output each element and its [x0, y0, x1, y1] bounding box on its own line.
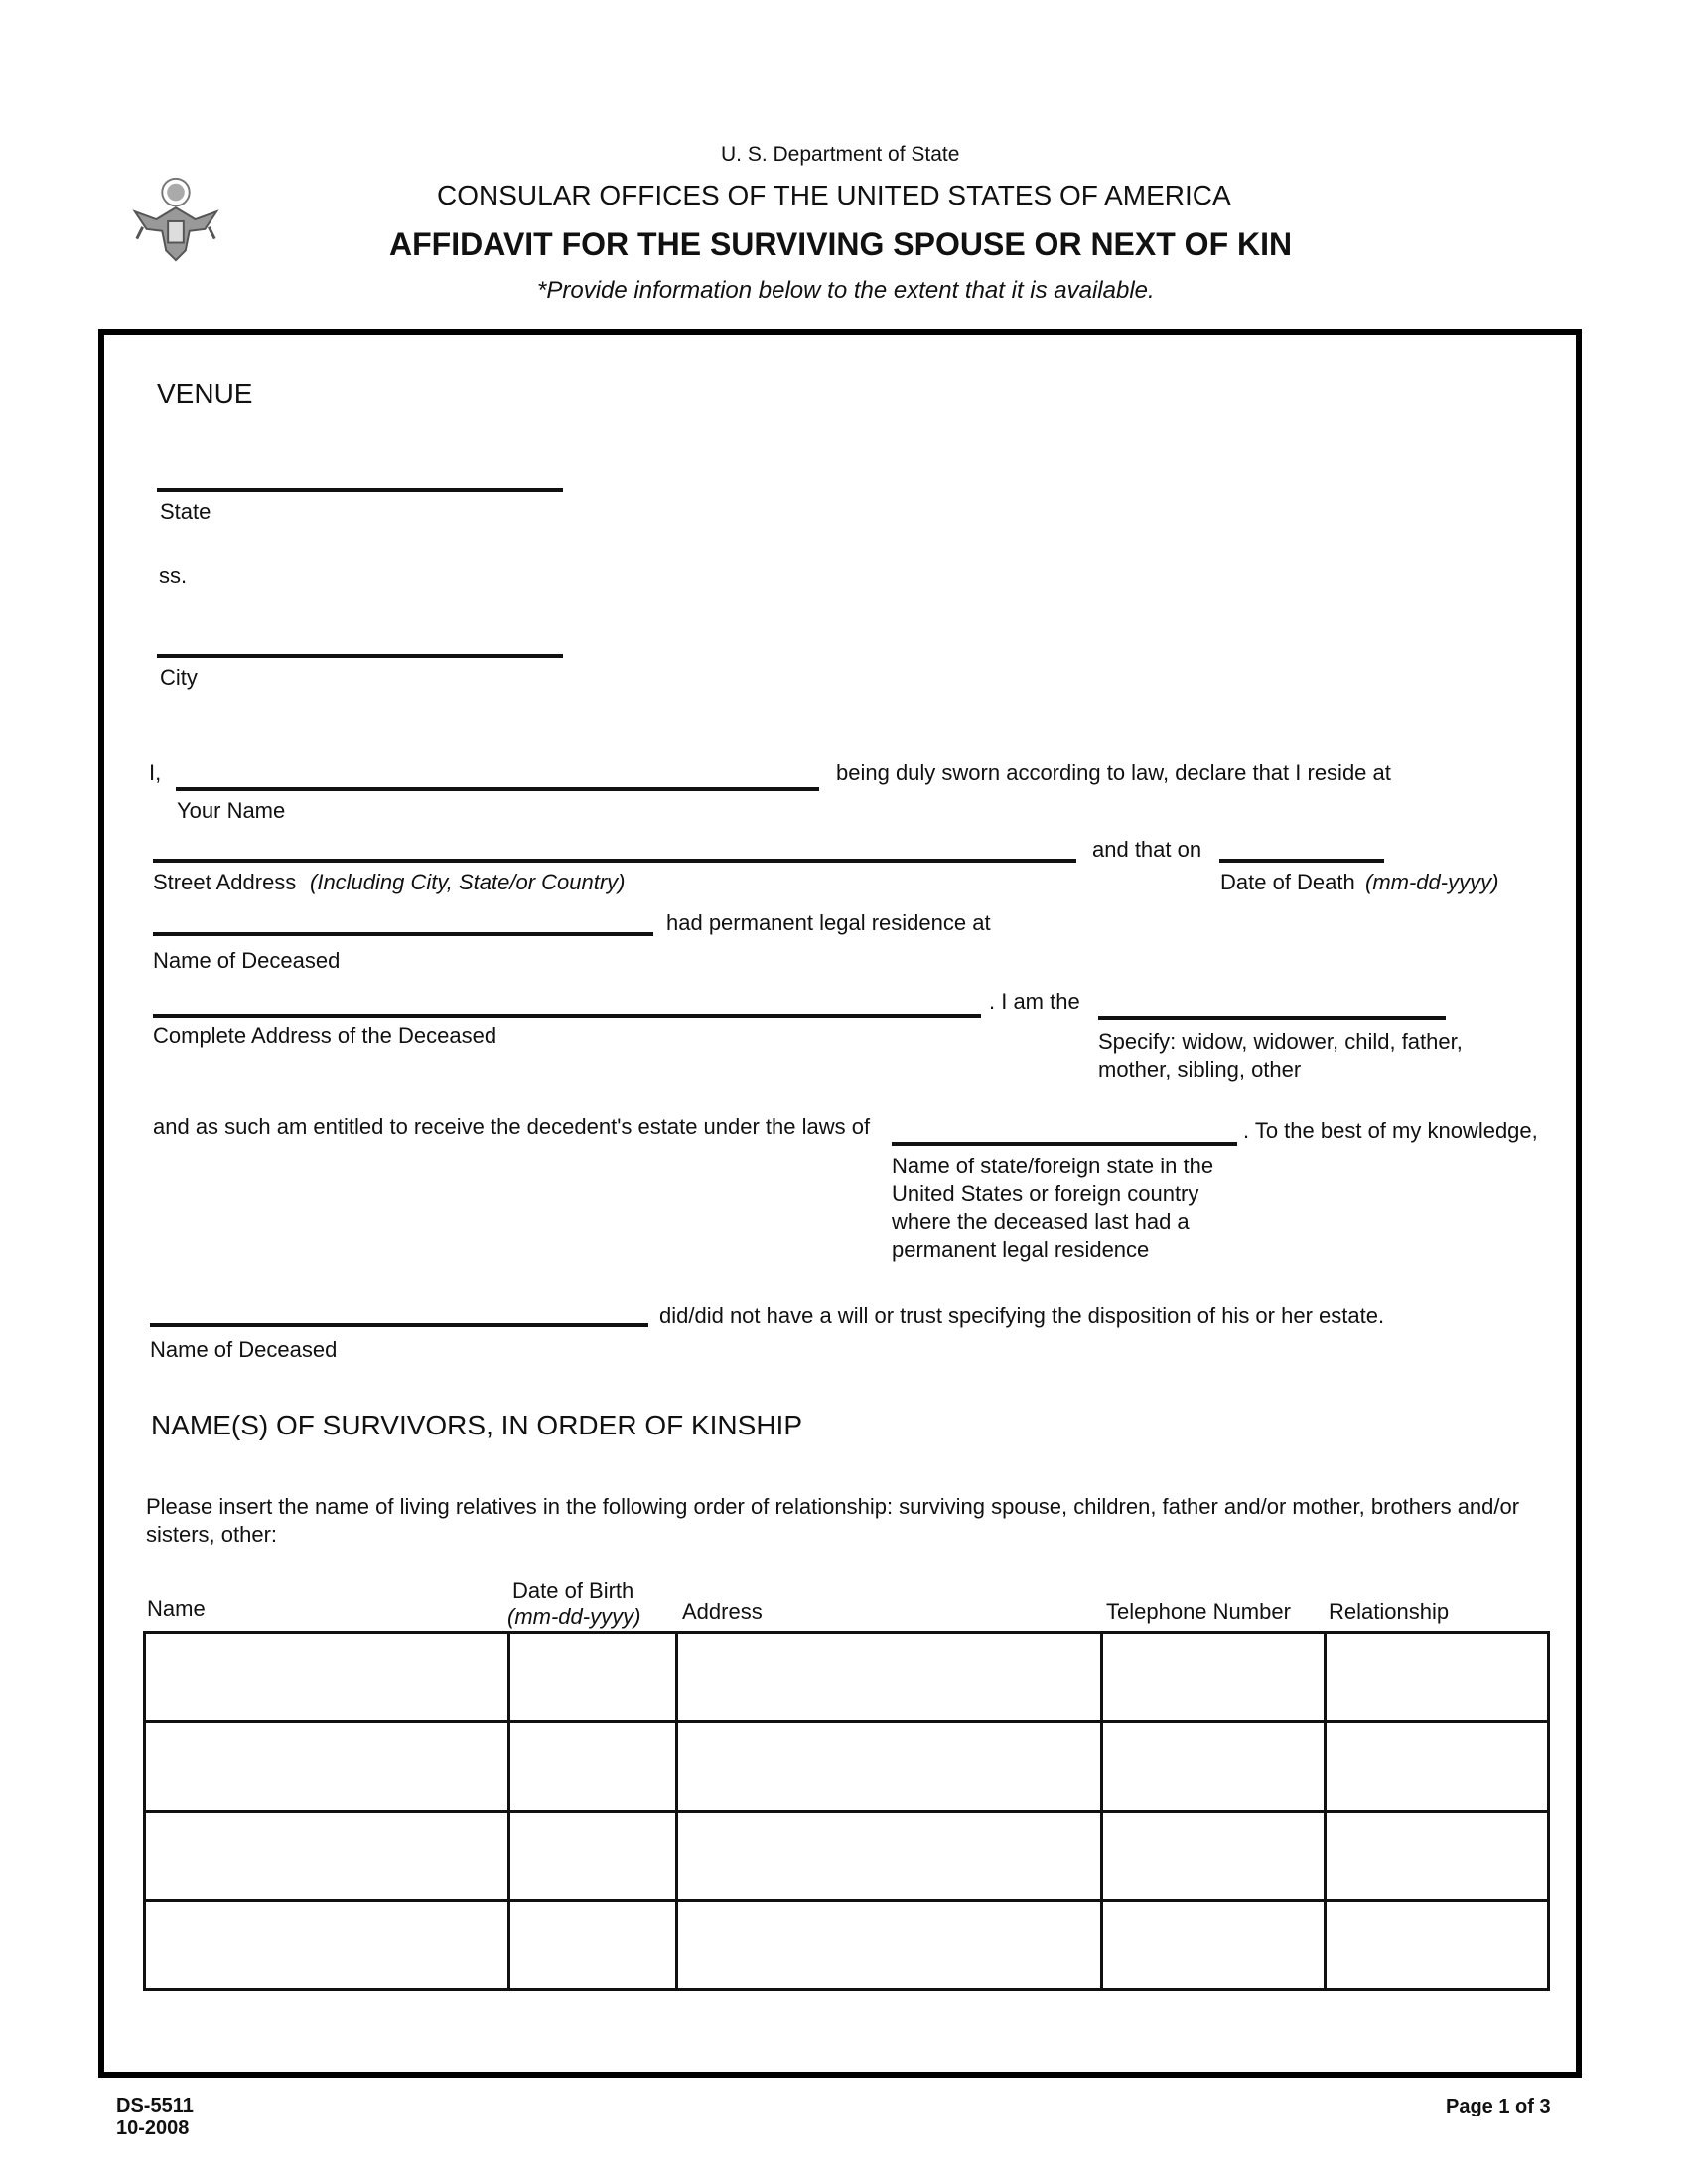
i-am-the-text: . I am the	[989, 989, 1080, 1014]
survivors-instructions: Please insert the name of living relatives in the following order of relationship: surviving spouse, children, father and/or mother, brothers and/or sisters, other:	[146, 1494, 1520, 1547]
survivor-dob-cell[interactable]	[507, 1631, 678, 1723]
residence-state-field[interactable]	[892, 1142, 1237, 1146]
and-that-on-text: and that on	[1092, 837, 1202, 862]
venue-heading: VENUE	[157, 378, 253, 409]
department-seal-icon	[127, 171, 224, 268]
consular-heading: CONSULAR OFFICES OF THE UNITED STATES OF AMERICA	[437, 180, 1231, 210]
street-address-label: Street Address	[153, 870, 297, 894]
column-header-telephone: Telephone Number	[1106, 1599, 1291, 1624]
your-name-label: Your Name	[177, 798, 286, 823]
deceased-address-label: Complete Address of the Deceased	[153, 1024, 497, 1048]
specify-hint-line1: Specify: widow, widower, child, father,	[1098, 1029, 1463, 1054]
relationship-field[interactable]	[1098, 1016, 1446, 1020]
survivor-name-cell[interactable]	[143, 1810, 510, 1902]
ss-label: ss.	[159, 563, 188, 588]
survivor-name-cell[interactable]	[143, 1720, 510, 1813]
your-name-field[interactable]	[176, 787, 819, 791]
column-header-dob: Date of Birth	[512, 1578, 634, 1603]
column-header-relationship: Relationship	[1329, 1599, 1450, 1624]
survivors-heading: NAME(S) OF SURVIVORS, IN ORDER OF KINSHIP	[151, 1410, 803, 1440]
page-number: Page 1 of 3	[1446, 2096, 1551, 2117]
state-field[interactable]	[157, 488, 563, 492]
date-of-death-field[interactable]	[1219, 859, 1384, 863]
state-label: State	[160, 499, 211, 524]
survivor-dob-cell[interactable]	[507, 1899, 678, 1991]
sworn-text: being duly sworn according to law, declare that I reside at	[836, 760, 1391, 785]
form-subtitle: *Provide information below to the extent that it is available.	[537, 277, 1155, 304]
survivor-telephone-cell[interactable]	[1100, 1899, 1327, 1991]
survivor-telephone-cell[interactable]	[1100, 1720, 1327, 1813]
will-text: did/did not have a will or trust specifying the disposition of his or her estate.	[659, 1303, 1385, 1328]
city-label: City	[160, 665, 198, 690]
form-date: 10-2008	[116, 2117, 190, 2139]
deceased-name-label: Name of Deceased	[153, 948, 341, 973]
survivor-dob-cell[interactable]	[507, 1810, 678, 1902]
i-label: I,	[149, 760, 162, 785]
survivor-address-cell[interactable]	[675, 1810, 1103, 1902]
survivor-relationship-cell[interactable]	[1324, 1899, 1550, 1991]
state-hint-line1: Name of state/foreign state in the	[892, 1154, 1214, 1178]
survivor-address-cell[interactable]	[675, 1631, 1103, 1723]
column-header-address: Address	[682, 1599, 763, 1624]
entitled-text: and as such am entitled to receive the decedent's estate under the laws of	[153, 1114, 871, 1139]
column-header-name: Name	[147, 1596, 206, 1621]
street-address-hint: (Including City, State/or Country)	[310, 870, 626, 894]
specify-hint-line2: mother, sibling, other	[1098, 1057, 1302, 1082]
best-knowledge-text: . To the best of my knowledge,	[1243, 1118, 1538, 1143]
state-hint-line2: United States or foreign country	[892, 1181, 1199, 1206]
survivor-address-cell[interactable]	[675, 1720, 1103, 1813]
state-hint-line3: where the deceased last had a	[892, 1209, 1190, 1234]
deceased-name-field[interactable]	[153, 932, 653, 936]
survivor-address-cell[interactable]	[675, 1899, 1103, 1991]
city-field[interactable]	[157, 654, 563, 658]
date-of-death-format: (mm-dd-yyyy)	[1365, 870, 1499, 894]
deceased-address-field[interactable]	[153, 1014, 981, 1018]
form-number: DS-5511	[116, 2095, 194, 2116]
survivor-name-cell[interactable]	[143, 1899, 510, 1991]
deceased-name-field-2[interactable]	[150, 1323, 648, 1327]
survivor-name-cell[interactable]	[143, 1631, 510, 1723]
survivor-relationship-cell[interactable]	[1324, 1631, 1550, 1723]
survivor-relationship-cell[interactable]	[1324, 1720, 1550, 1813]
street-address-field[interactable]	[153, 859, 1076, 863]
deceased-name-label-2: Name of Deceased	[150, 1337, 338, 1362]
survivor-relationship-cell[interactable]	[1324, 1810, 1550, 1902]
department-name: U. S. Department of State	[721, 143, 960, 166]
survivor-telephone-cell[interactable]	[1100, 1810, 1327, 1902]
form-title: AFFIDAVIT FOR THE SURVIVING SPOUSE OR NEXT OF KIN	[389, 226, 1293, 262]
had-residence-text: had permanent legal residence at	[666, 910, 991, 935]
survivor-dob-cell[interactable]	[507, 1720, 678, 1813]
column-header-dob-format: (mm-dd-yyyy)	[507, 1604, 641, 1629]
date-of-death-label: Date of Death	[1220, 870, 1355, 894]
state-hint-line4: permanent legal residence	[892, 1237, 1150, 1262]
survivor-telephone-cell[interactable]	[1100, 1631, 1327, 1723]
